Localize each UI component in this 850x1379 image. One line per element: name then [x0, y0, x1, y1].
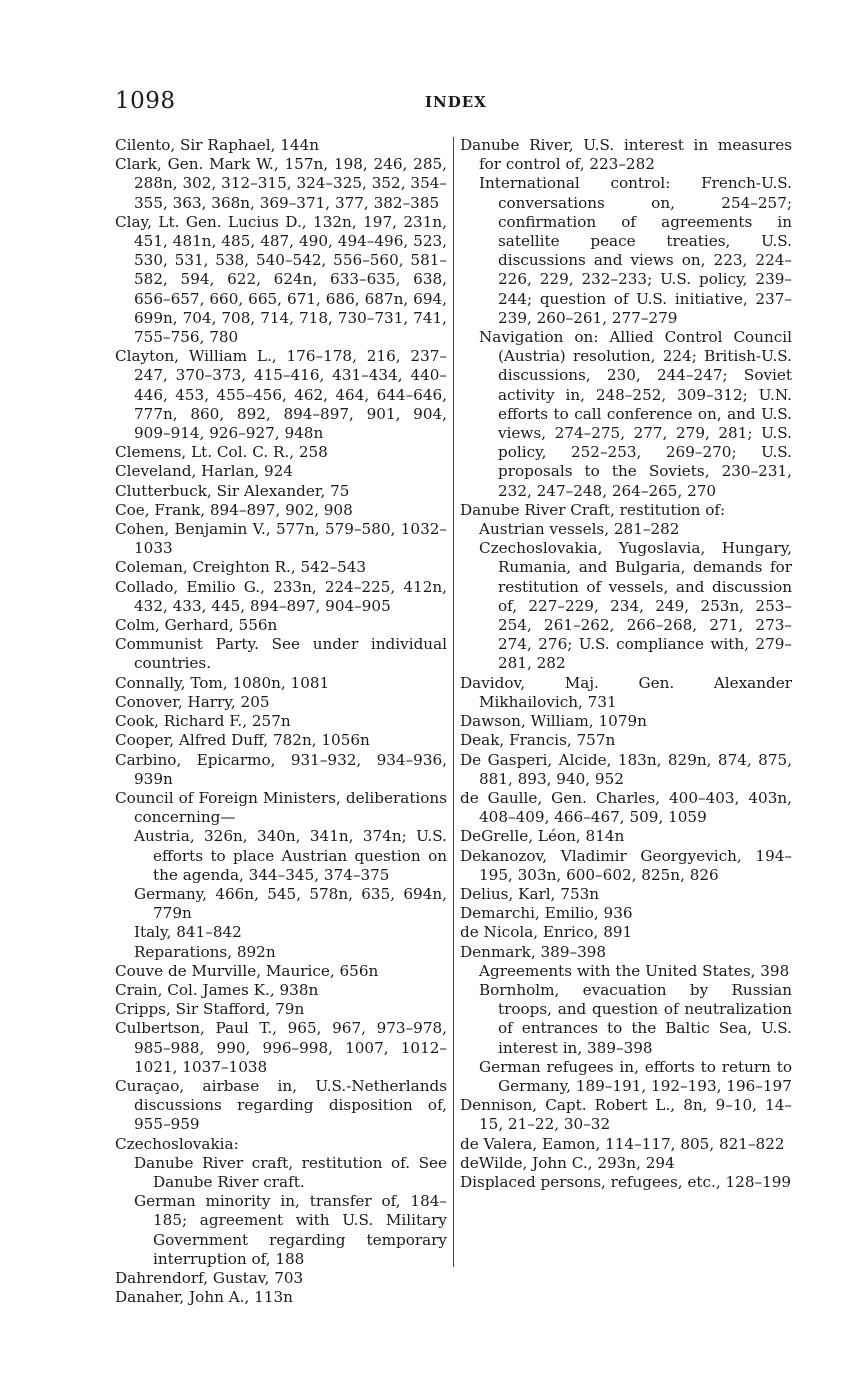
index-entry: Coe, Frank, 894–897, 902, 908: [115, 500, 353, 519]
column-divider: [453, 137, 454, 1267]
index-subentry: German minority in, transfer of, 184–185; agreement with U.S. Military Government regarding temporary interruption of, 188: [134, 1192, 447, 1268]
index-entry: deWilde, John C., 293n, 294: [460, 1153, 675, 1172]
index-subentry: Czechoslovakia, Yugoslavia, Hungary, Rumania, and Bulgaria, demands for restitution of vessels, and discussion of, 227–229, 234, 249, 253n, 253–254, 261–262, 266–268, 271, 273–274, 276; U.S. compliance with, 279–281, 282: [479, 539, 792, 673]
index-entry: Danube River Craft, restitution of:: [460, 500, 726, 519]
index-entry: Clutterbuck, Sir Alexander, 75: [115, 481, 350, 500]
index-entry: Displaced persons, refugees, etc., 128–199: [460, 1172, 792, 1191]
running-head: INDEX: [425, 93, 487, 111]
index-entry: DeGrelle, Léon, 814n: [460, 827, 625, 846]
index-entry: Council of Foreign Ministers, deliberations concerning—: [115, 788, 447, 827]
index-entry: Cooper, Alfred Duff, 782n, 1056n: [115, 731, 370, 750]
index-entry: Dekanozov, Vladimir Georgyevich, 194–195, 303n, 600–602, 825n, 826: [460, 846, 792, 884]
index-entry: Collado, Emilio G., 233n, 224–225, 412n, 432, 433, 445, 894–897, 904–905: [115, 577, 447, 615]
index-entry: Clay, Lt. Gen. Lucius D., 132n, 197, 231n, 451, 481n, 485, 487, 490, 494–496, 523, 530, 531, 538, 540–542, 556–560, 581–582, 594, 622, 624n, 633–635, 638, 656–657, 660, 665, 671, 686, 687n, 694, 699n, 704, 708, 714, 718, 730–731, 741, 755–756, 780: [115, 212, 447, 347]
index-entry: Danaher, John A., 113n: [115, 1288, 293, 1307]
index-subentry: Danube River craft, restitution of. See Danube River craft.: [134, 1153, 447, 1191]
index-entry: Carbino, Epicarmo, 931–932, 934–936, 939n: [115, 750, 447, 788]
index-entry: de Valera, Eamon, 114–117, 805, 821–822: [460, 1134, 785, 1153]
index-entry: Connally, Tom, 1080n, 1081: [115, 673, 330, 692]
index-entry: Communist Party. See under individual countries.: [115, 635, 447, 673]
index-entry: Davidov, Maj. Gen. Alexander Mikhailovich, 731: [460, 673, 792, 711]
index-entry: De Gasperi, Alcide, 183n, 829n, 874, 875, 881, 893, 940, 952: [460, 750, 792, 788]
index-subentry: Germany, 466n, 545, 578n, 635, 694n, 779n: [134, 884, 447, 923]
index-entry: Clark, Gen. Mark W., 157n, 198, 246, 285, 288n, 302, 312–315, 324–325, 352, 354–355, 363, 368n, 369–371, 377, 382–385: [115, 155, 447, 212]
index-subentry: German refugees in, efforts to return to Germany, 189–191, 192–193, 196–197: [479, 1057, 792, 1095]
index-entry: Couve de Murville, Maurice, 656n: [115, 961, 379, 980]
index-entry: Deak, Francis, 757n: [460, 731, 616, 750]
index-subentry: Austrian vessels, 281–282: [479, 520, 680, 539]
index-entry: Cohen, Benjamin V., 577n, 579–580, 1032–1033: [115, 520, 447, 558]
index-subentry: Reparations, 892n: [134, 942, 276, 961]
index-entry: Demarchi, Emilio, 936: [460, 904, 633, 923]
index-column-left: [115, 136, 447, 1307]
index-entry: Czechoslovakia:: [115, 1134, 239, 1153]
index-subentry: Bornholm, evacuation by Russian troops, and question of neutralization of entrances to the Baltic Sea, U.S. interest in, 389–398: [479, 980, 792, 1057]
index-entry: Clayton, William L., 176–178, 216, 237–247, 370–373, 415–416, 431–434, 440–446, 453, 455–456, 462, 464, 644–646, 777n, 860, 892, 894–897, 901, 904, 909–914, 926–927, 948n: [115, 347, 447, 443]
index-entry: Culbertson, Paul T., 965, 967, 973–978, 985–988, 990, 996–998, 1007, 1012–1021, 1037–1038: [115, 1019, 447, 1076]
index-entry: Denmark, 389–398: [460, 942, 607, 961]
index-entry: Dawson, William, 1079n: [460, 712, 647, 731]
index-column-right: [460, 136, 792, 1192]
index-subentry: Navigation on: Allied Control Council (Austria) resolution, 224; British-U.S. discussions, 230, 244–247; Soviet activity in, 248–252, 309–312; U.N. efforts to call conference on, and U.S. views, 274–275, 277, 279, 281; U.S. policy, 252–253, 269–270; U.S. proposals to the Soviets, 230–231, 232, 247–248, 264–265, 270: [479, 328, 792, 500]
index-entry: Danube River, U.S. interest in measures for control of, 223–282: [460, 136, 792, 174]
index-subentry: Austria, 326n, 340n, 341n, 374n; U.S. efforts to place Austrian question on the agenda, 344–345, 374–375: [134, 827, 447, 884]
index-entry: Coleman, Creighton R., 542–543: [115, 558, 367, 577]
index-entry: Dahrendorf, Gustav, 703: [115, 1268, 304, 1287]
index-entry: Crain, Col. James K., 938n: [115, 980, 319, 999]
index-entry: Cilento, Sir Raphael, 144n: [115, 136, 320, 154]
index-entry: Colm, Gerhard, 556n: [115, 616, 278, 635]
index-entry: Cripps, Sir Stafford, 79n: [115, 1000, 305, 1019]
index-entry: Cook, Richard F., 257n: [115, 712, 291, 731]
index-entry: Clemens, Lt. Col. C. R., 258: [115, 443, 328, 462]
index-subentry: Agreements with the United States, 398: [479, 961, 790, 980]
index-entry: Curaçao, airbase in, U.S.-Netherlands discussions regarding disposition of, 955–959: [115, 1076, 447, 1134]
index-entry: Cleveland, Harlan, 924: [115, 462, 294, 481]
page-number: 1098: [115, 88, 176, 114]
index-entry: de Gaulle, Gen. Charles, 400–403, 403n, 408–409, 466–467, 509, 1059: [460, 788, 792, 827]
index-subentry: International control: French-U.S. conversations on, 254–257; confirmation of agreements in satellite peace treaties, U.S. discussions and views on, 223, 224–226, 229, 232–233; U.S. policy, 239–244; question of U.S. initiative, 237–239, 260–261, 277–279: [479, 174, 792, 327]
index-subentry: Italy, 841–842: [134, 923, 242, 942]
index-entry: Dennison, Capt. Robert L., 8n, 9–10, 14–15, 21–22, 30–32: [460, 1096, 792, 1134]
index-entry: Delius, Karl, 753n: [460, 884, 600, 903]
index-entry: Conover, Harry, 205: [115, 692, 270, 711]
index-entry: de Nicola, Enrico, 891: [460, 923, 633, 942]
